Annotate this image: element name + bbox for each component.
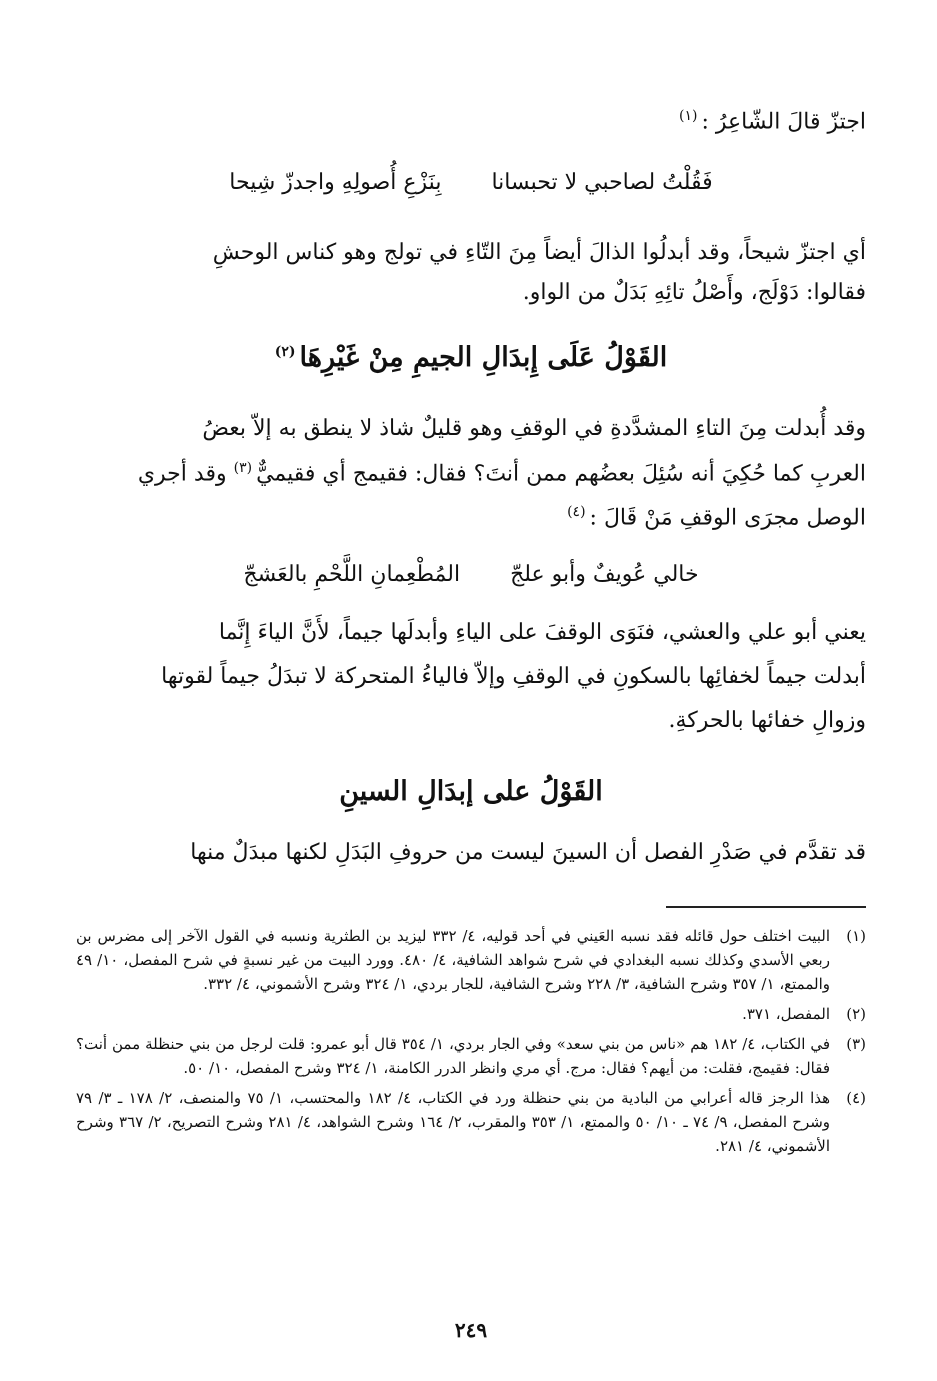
footnote-ref-2: (٢) [274, 344, 296, 360]
paragraph-3-line-2: أبدلت جيماً لخفائِها بالسكونِ في الوقفِ وإلاّ فالياءُ المتحركة لا تبدَلُ جيماً لقوتها [161, 664, 866, 689]
verse-2 [76, 562, 866, 587]
intro-text: اجتزّ قالَ الشّاعِرُ : [701, 109, 866, 135]
footnote-2 [76, 1002, 866, 1026]
paragraph-4-line-1: قد تقدَّم في صَدْرِ الفصل أن السينَ ليست من حروفِ البَدَلِ لكنها مبدَلٌ منها [190, 840, 866, 865]
footnote-ref-4: (٤) [567, 504, 586, 520]
paragraph-2-line-3-text: الوصل مجرَى الوقفِ مَنْ قَالَ : [589, 505, 866, 531]
verse-1-second-hemistich: بِنَزْعِ أُصولِهِ واجدزّ شِيحا [229, 170, 442, 195]
paragraph-2-line-2-start: العربِ كما حُكِيَ أنه سُئِلَ بعضُهم ممن أنتَ؟ فقال: فقيمج أي فقيميٌّ [256, 461, 866, 487]
footnote-ref-1: (١) [679, 108, 698, 124]
verse-1 [76, 170, 866, 195]
paragraph-3-line-3: وزوالِ خفائها بالحركةِ. [668, 708, 866, 733]
paragraph-2-line-2 [76, 460, 866, 486]
footnote-2-number: (٢) [846, 1005, 866, 1023]
footnote-3-number: (٣) [846, 1035, 866, 1053]
footnotes [76, 924, 866, 1164]
verse-2-first-hemistich: خالي عُويفٌ وأبو علجّ [510, 562, 699, 587]
verse-1-first-hemistich: فَقُلْتُ لصاحبي لا تحبسانا [491, 170, 713, 195]
paragraph-2-line-3 [76, 504, 866, 530]
paragraph-2-line-1: وقد أُبدلت مِنَ التاءِ المشدَّدةِ في الوقفِ وهو قليلٌ شاذ لا ينطق به إلاّ بعضُ [202, 416, 866, 441]
footnote-4-text: هذا الرجز قاله أعرابي من البادية من بني حنظلة ورد في الكتاب، ٤/ ١٨٢ والمحتسب، ١/ ٧٥ والمنصف، ٢/ ١٧٨ ـ ٣/ ٧٩ وشرح المفصل، ٩/ ٧٤ ـ ١٠/ ٥٠ والممتع، ١/ ٣٥٣ والمقرب، ٢/ ١٦٤ وشرح الشواهد، ٤/ ٢٨١ وشرح التصريح، ٢/ ٣٦٧ وشرح الأشموني، ٤/ ٢٨١. [76, 1089, 831, 1155]
footnote-1 [76, 924, 866, 996]
footnote-ref-3: (٣) [233, 460, 253, 476]
paragraph-1-line-1: أي اجتزّ شيحاً، وقد أبدلُوا الذالَ أيضاً مِنَ التّاءِ في تولج وهو كناس الوحشِ [212, 240, 866, 265]
page-number: ٢٤٩ [454, 1318, 488, 1342]
intro-line [76, 108, 866, 134]
footnote-4-number: (٤) [846, 1089, 866, 1107]
paragraph-2-line-2-end: وقد أجري [137, 461, 227, 487]
footnote-2-text: المفصل، ٣٧١. [742, 1005, 830, 1023]
heading-jim-text: القَوْلُ عَلَى إِبدَالِ الجيمِ مِنْ غَيْرِهَا [299, 342, 668, 373]
footnote-4 [76, 1086, 866, 1158]
footnote-3-text: في الكتاب، ٤/ ١٨٢ هم «ناس من بني سعد» وفي الجار بردي، ١/ ٣٥٤ قال أبو عمرو: قلت لرجل من بني حنظلة ممن أنت؟ فقال: فقيمج، فقلت: من أيهم؟ فقال: مرج. أي مري وانظر الدرر الكامنة، ١/ ٣٢٤ وشرح المفصل، ١٠/ ٥٠. [76, 1035, 830, 1077]
section-heading-sin: القَوْلُ على إبدَالِ السينِ [339, 776, 603, 807]
verse-2-second-hemistich: المُطْعِمانِ اللَّحْمِ بالعَشجّ [243, 562, 461, 587]
paragraph-3-line-1: يعني أبو علي والعشي، فنَوَى الوقفَ على الياءِ وأبدلَها جيماً، لأَنَّ الياءَ إِنَّما [218, 620, 866, 645]
footnote-1-number: (١) [846, 927, 866, 945]
footnote-3 [76, 1032, 866, 1080]
book-page [76, 0, 866, 1381]
section-heading-jim [76, 342, 866, 373]
footnote-separator [666, 906, 866, 908]
footnote-1-text: البيت اختلف حول قائله فقد نسبه العَيني في أحد قوليه، ٤/ ٣٣٢ ليزيد بن الطثرية ونسبه في القول الآخر إلى مضرس بن ربعي الأسدي وكذلك نسبه البغدادي في شرح شواهد الشافية، ٤/ ٤٨٠. وورد البيت من غير نسبةٍ في شرح المفصل، ١٠/ ٤٩ والممتع، ١/ ٣٥٧ وشرح الشافية، ٣/ ٢٢٨ وشرح الشافية، للجار بردي، ١/ ٣٢٤ وشرح الأشموني، ٤/ ٣٣٢. [76, 927, 830, 993]
paragraph-1-line-2: فقالوا: دَوْلَج، وأَصْلُ تائِهِ بَدَلٌ من الواو. [522, 280, 866, 305]
